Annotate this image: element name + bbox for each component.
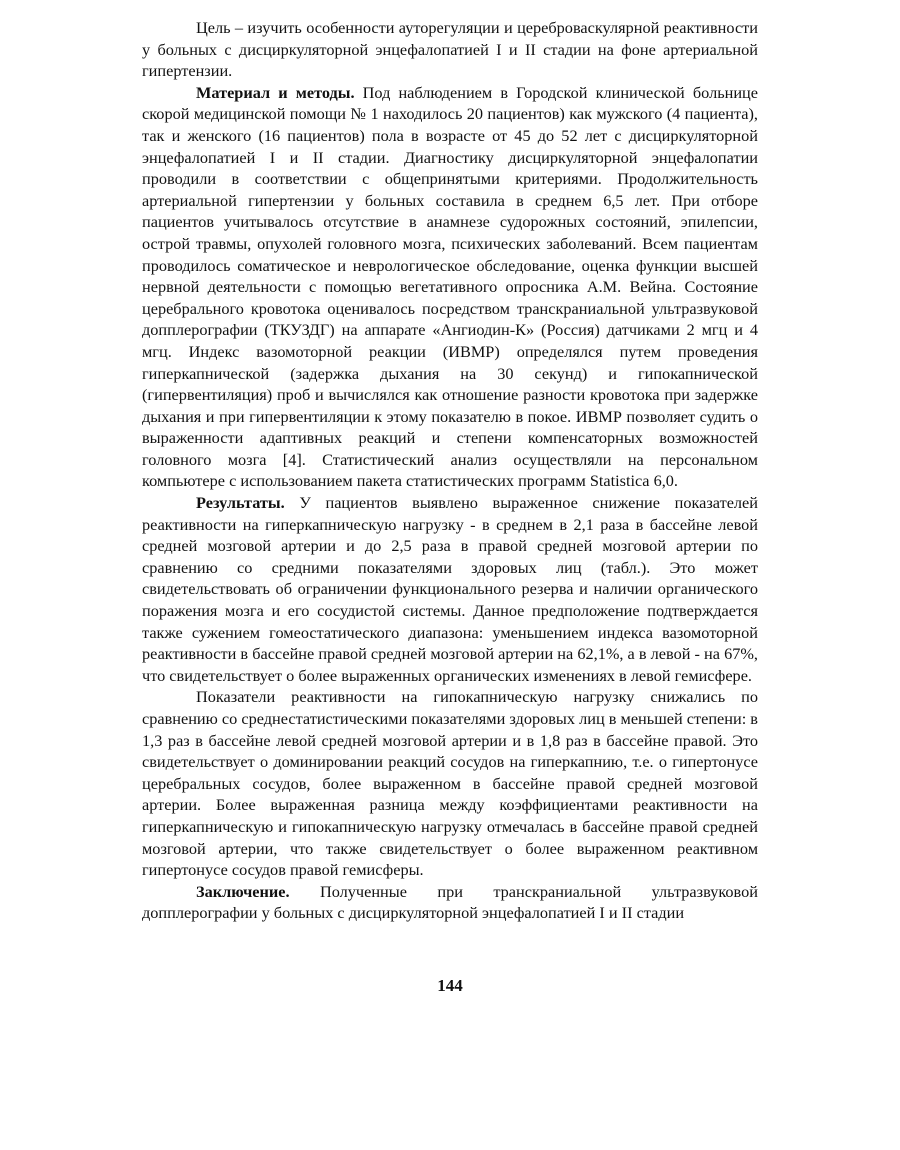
- page-number: 144: [437, 976, 463, 995]
- paragraph-aim: [142, 17, 758, 82]
- document-page: [142, 17, 758, 924]
- paragraph-hypocapnia: [142, 686, 758, 880]
- paragraph-methods: [142, 82, 758, 492]
- paragraph-results: [142, 492, 758, 686]
- paragraph-conclusion-text: Полученные при транскраниальной ультразвуковой допплерографии у больных с дисциркуляторной энцефалопатией I и II стадии: [142, 881, 758, 923]
- paragraph-methods-text: Под наблюдением в Городской клинической больнице скорой медицинской помощи № 1 находилось 20 пациентов) как мужского (4 пациента), так и женского (16 пациентов) пола в возрасте от 45 до 52 лет с дисциркуляторной энцефалопатией I и II стадии. Диагностику дисциркуляторной энцефалопатии проводили в соответствии с общепринятыми критериями. Продолжительность артериальной гипертензии у больных составила в среднем 6,5 лет. При отборе пациентов учитывалось отсутствие в анамнезе судорожных состояний, эпилепсии, острой травмы, опухолей головного мозга, психических заболеваний. Всем пациентам проводилось соматическое и неврологическое обследование, оценка функции высшей нервной деятельности с помощью вегетативного опросника А.М. Вейна. Состояние церебрального кровотока оценивалось посредством транскраниальной ультразвуковой допплерографии (ТКУЗДГ) на аппарате «Ангиодин-К» (Россия) датчиками 2 мгц и 4 мгц. Индекс вазомоторной реакции (ИВМР) определялся путем проведения гиперкапнической (задержка дыхания на 30 секунд) и гипокапнической (гипервентиляция) проб и вычислялся как отношение разности кровотока при задержке дыхания и при гипервентиляции к этому показателю в покое. ИВМР позволяет судить о выраженности адаптивных реакций и степени компенсаторных возможностей головного мозга [4]. Статистический анализ осуществляли на персональном компьютере с использованием пакета статистических программ Statistica 6,0.: [142, 82, 758, 491]
- paragraph-hypocapnia-text: Показатели реактивности на гипокапническую нагрузку снижались по сравнению со среднестатистическими показателями здоровых лиц в меньшей степени: в 1,3 раз в бассейне левой средней мозговой артерии и в 1,8 раз в бассейне правой. Это свидетельствует о доминировании реакций сосудов на гиперкапнию, т.е. о гипертонусе церебральных сосудов, более выраженном в бассейне правой средней мозговой артерии. Более выраженная разница между коэффициентами реактивности на гиперкапническую и гипокапническую нагрузку отмечалась в бассейне правой средней мозговой артерии, что также свидетельствует о более выраженном реактивном гипертонусе сосудов правой гемисферы.: [142, 687, 758, 880]
- paragraph-results-text: У пациентов выявлено выраженное снижение показателей реактивности на гиперкапническую нагрузку - в среднем в 2,1 раза в бассейне левой средней мозговой артерии и до 2,5 раза в правой средней мозговой артерии по сравнению со средними показателями здоровых лиц (табл.). Это может свидетельствовать об ограничении функционального резерва и наличии органического поражения мозга и его сосудистой системы. Данное предположение подтверждается также сужением гомеостатического диапазона: уменьшением индекса вазомоторной реактивности в бассейне правой средней мозговой артерии на 62,1%, а в левой - на 67%, что свидетельствует о более выраженных органических изменениях в левой гемисфере.: [142, 493, 758, 685]
- paragraph-results-heading: Результаты.: [196, 493, 285, 513]
- paragraph-aim-text: Цель – изучить особенности ауторегуляции и цереброваскулярной реактивности у больных с дисциркуляторной энцефалопатией I и II стадии на фоне артериальной гипертензии.: [142, 18, 758, 81]
- paragraph-conclusion: [142, 881, 758, 924]
- paragraph-conclusion-heading: Заключение.: [196, 881, 290, 901]
- paragraph-methods-heading: Материал и методы.: [196, 82, 355, 102]
